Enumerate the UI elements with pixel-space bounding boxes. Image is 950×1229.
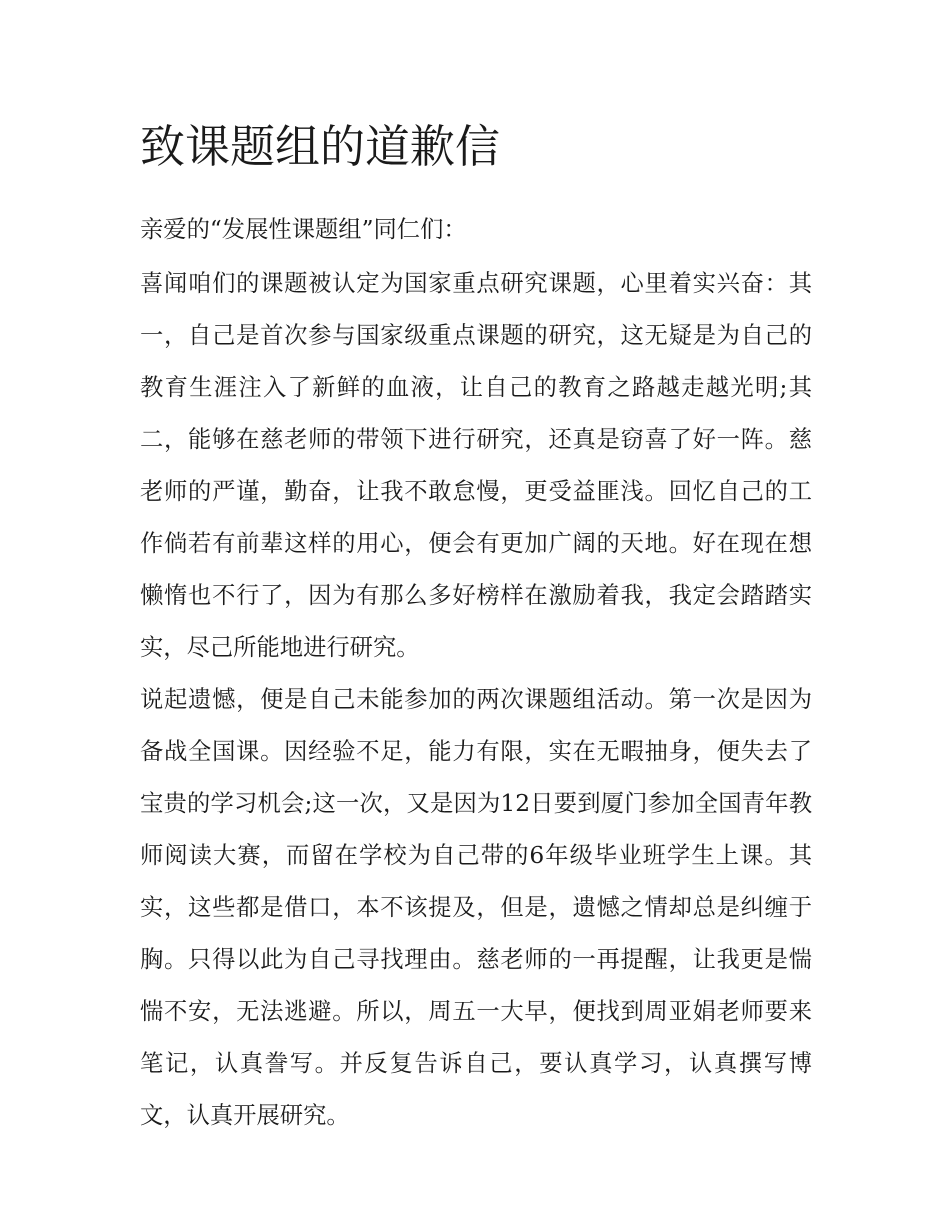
document-title: 致课题组的道歉信: [140, 120, 501, 173]
document-page: [140, 112, 812, 1142]
salutation: 亲爱的“发展性课题组”同仁们：: [140, 216, 467, 243]
paragraph-1: 喜闻咱们的课题被认定为国家重点研究课题，心里着实兴奋：其一，自己是首次参与国家级重点课题的研究，这无疑是为自己的教育生涯注入了新鲜的血液，让自己的教育之路越走越光明;其二，能够在慈老师的带领下进行研究，还真是窃喜了好一阵。慈老师的严谨，勤奋，让我不敢怠慢，更受益匪浅。回忆自己的工作倘若有前辈这样的用心，便会有更加广阔的天地。好在现在想懒惰也不行了，因为有那么多好榜样在激励着我，我定会踏踏实实，尽己所能地进行研究。: [140, 270, 812, 661]
paragraph-2: 说起遗憾，便是自己未能参加的两次课题组活动。第一次是因为备战全国课。因经验不足，能力有限，实在无暇抽身，便失去了宝贵的学习机会;这一次，又是因为12日要到厦门参加全国青年教师阅读大赛，而留在学校为自己带的6年级毕业班学生上课。其实，这些都是借口，本不该提及，但是，遗憾之情却总是纠缠于胸。只得以此为自己寻找理由。慈老师的一再提醒，让我更是惴惴不安，无法逃避。所以，周五一大早，便找到周亚娟老师要来笔记，认真誊写。并反复告诉自己，要认真学习，认真撰写博文，认真开展研究。: [140, 686, 812, 1129]
